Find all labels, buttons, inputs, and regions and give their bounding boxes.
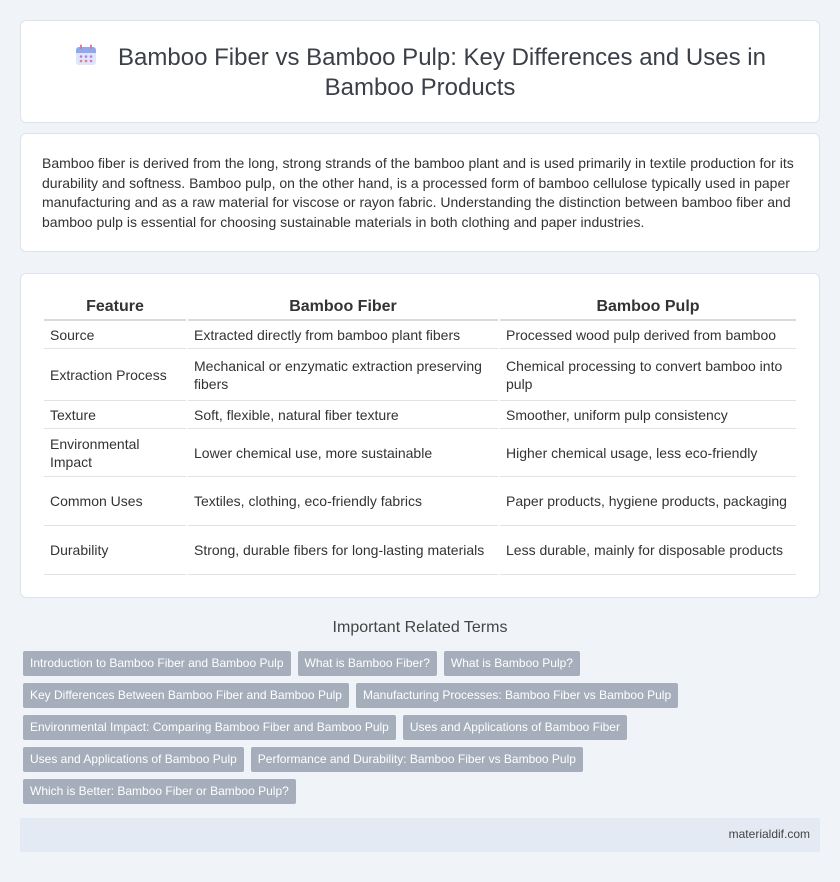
- fiber-cell: Strong, durable fibers for long-lasting materials: [188, 526, 498, 575]
- pulp-cell: Smoother, uniform pulp consistency: [500, 401, 796, 429]
- pulp-cell: Paper products, hygiene products, packaging: [500, 477, 796, 526]
- table-row: [44, 401, 796, 429]
- table-row: [44, 477, 796, 526]
- pulp-cell: Higher chemical usage, less eco-friendly: [500, 429, 796, 477]
- header-feature: Feature: [44, 294, 186, 321]
- table-row: [44, 321, 796, 349]
- header-bamboo-fiber: Bamboo Fiber: [188, 294, 498, 321]
- related-term-tag[interactable]: What is Bamboo Pulp?: [444, 651, 580, 676]
- page-title-text: Bamboo Fiber vs Bamboo Pulp: Key Differences and Uses in Bamboo Products: [118, 44, 766, 101]
- comparison-table: [42, 294, 798, 575]
- table-row: [44, 526, 796, 575]
- related-term-tag[interactable]: Manufacturing Processes: Bamboo Fiber vs Bamboo Pulp: [356, 683, 678, 708]
- footer: [20, 818, 820, 852]
- fiber-cell: Lower chemical use, more sustainable: [188, 429, 498, 477]
- related-term-tag[interactable]: Uses and Applications of Bamboo Pulp: [23, 747, 244, 772]
- feature-cell: Extraction Process: [44, 349, 186, 401]
- related-term-tag[interactable]: Performance and Durability: Bamboo Fiber vs Bamboo Pulp: [251, 747, 583, 772]
- footer-site-name: materialdif.com: [728, 827, 810, 841]
- feature-cell: Durability: [44, 526, 186, 575]
- intro-paragraph: Bamboo fiber is derived from the long, strong strands of the bamboo plant and is used primarily in textile production for its durability and softness. Bamboo pulp, on the other hand, is a processed form of bamboo cellulose typically used in paper manufacturing and as a raw material for viscose or rayon fabric. Understanding the distinction between bamboo fiber and bamboo pulp is essential for choosing sustainable materials in both clothing and paper industries.: [42, 155, 794, 230]
- related-terms-list: [23, 651, 703, 811]
- header-bamboo-pulp: Bamboo Pulp: [500, 294, 796, 321]
- fiber-cell: Textiles, clothing, eco-friendly fabrics: [188, 477, 498, 526]
- pulp-cell: Less durable, mainly for disposable products: [500, 526, 796, 575]
- related-term-tag[interactable]: Which is Better: Bamboo Fiber or Bamboo Pulp?: [23, 779, 296, 804]
- table-row: [44, 429, 796, 477]
- fiber-cell: Mechanical or enzymatic extraction preserving fibers: [188, 349, 498, 401]
- feature-cell: Source: [44, 321, 186, 349]
- table-row: [44, 349, 796, 401]
- related-term-tag[interactable]: Key Differences Between Bamboo Fiber and Bamboo Pulp: [23, 683, 349, 708]
- related-term-tag[interactable]: What is Bamboo Fiber?: [298, 651, 437, 676]
- feature-cell: Environmental Impact: [44, 429, 186, 477]
- related-term-tag[interactable]: Introduction to Bamboo Fiber and Bamboo Pulp: [23, 651, 291, 676]
- related-term-tag[interactable]: Environmental Impact: Comparing Bamboo Fiber and Bamboo Pulp: [23, 715, 396, 740]
- feature-cell: Texture: [44, 401, 186, 429]
- related-terms-heading: Important Related Terms: [332, 619, 508, 636]
- intro-card: [20, 133, 820, 252]
- pulp-cell: Chemical processing to convert bamboo into pulp: [500, 349, 796, 401]
- page-title: [61, 43, 779, 103]
- pulp-cell: Processed wood pulp derived from bamboo: [500, 321, 796, 349]
- feature-cell: Common Uses: [44, 477, 186, 526]
- title-card: [20, 20, 820, 123]
- fiber-cell: Soft, flexible, natural fiber texture: [188, 401, 498, 429]
- table-header-row: [44, 294, 796, 321]
- calendar-icon: [74, 43, 98, 67]
- comparison-card: [20, 273, 820, 598]
- fiber-cell: Extracted directly from bamboo plant fibers: [188, 321, 498, 349]
- related-term-tag[interactable]: Uses and Applications of Bamboo Fiber: [403, 715, 627, 740]
